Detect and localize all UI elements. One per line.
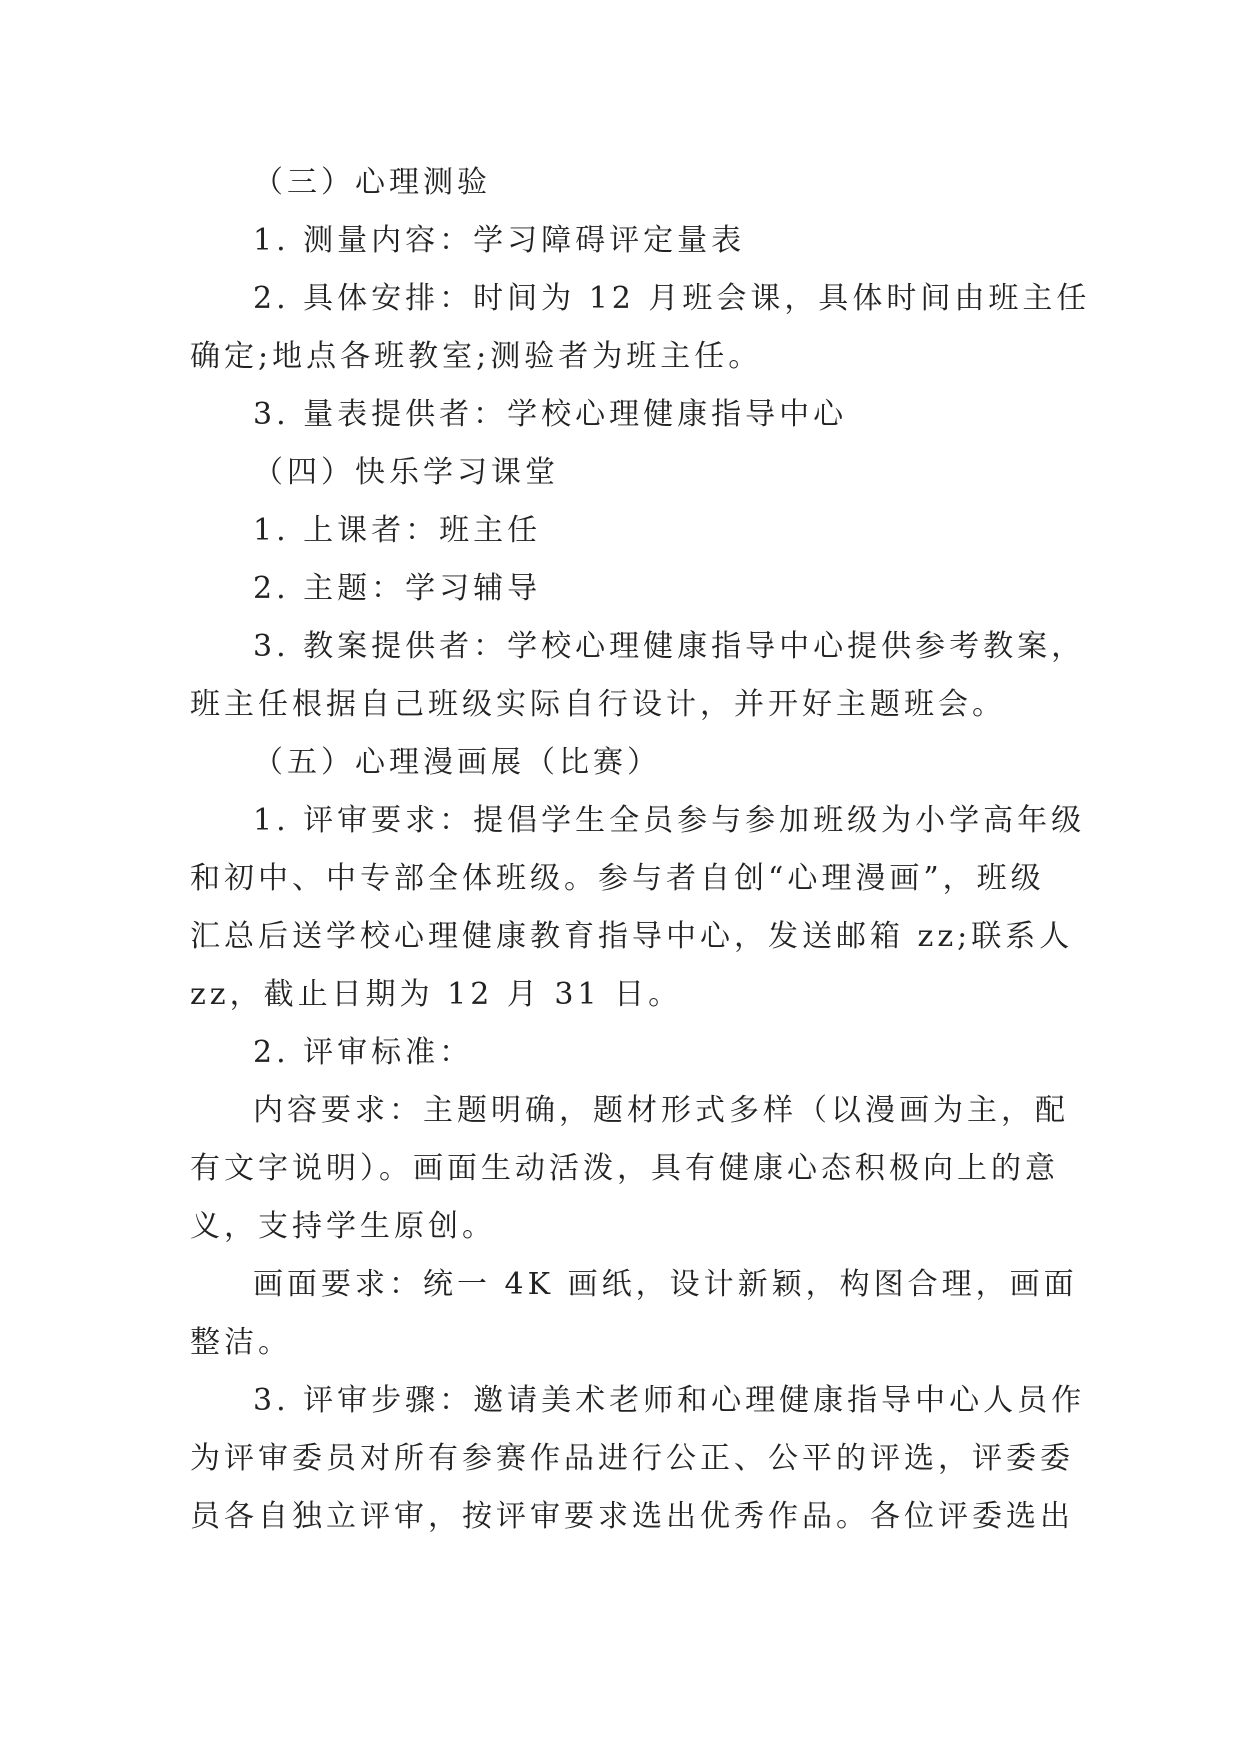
paragraph-line: 义，支持学生原创。 <box>190 1209 496 1244</box>
paragraph-line: 2. 主题：学习辅导 <box>253 571 542 606</box>
paragraph-line: 为评审委员对所有参赛作品进行公正、公平的评选，评委委 <box>190 1441 1074 1476</box>
section-heading-3: （三）心理测验 <box>253 165 491 200</box>
paragraph-line: 画面要求：统一 4K 画纸，设计新颖，构图合理，画面 <box>253 1267 1078 1302</box>
paragraph-line: 整洁。 <box>190 1325 292 1360</box>
paragraph-line: zz，截止日期为 12 月 31 日。 <box>190 977 683 1012</box>
paragraph-line: 内容要求：主题明确，题材形式多样（以漫画为主，配 <box>253 1093 1069 1128</box>
paragraph-line: 2. 具体安排：时间为 12 月班会课，具体时间由班主任 <box>253 281 1091 316</box>
paragraph-line: 和初中、中专部全体班级。参与者自创“心理漫画”，班级 <box>190 861 1045 896</box>
paragraph-line: 确定;地点各班教室;测验者为班主任。 <box>190 339 763 374</box>
paragraph-line: 员各自独立评审，按评审要求选出优秀作品。各位评委选出 <box>190 1499 1074 1534</box>
section-heading-5: （五）心理漫画展（比赛） <box>253 745 661 780</box>
paragraph-line: 汇总后送学校心理健康教育指导中心，发送邮箱 zz;联系人 <box>190 919 1074 954</box>
paragraph-line: 1. 测量内容：学习障碍评定量表 <box>253 223 746 258</box>
paragraph-line: 3. 评审步骤：邀请美术老师和心理健康指导中心人员作 <box>253 1383 1086 1418</box>
paragraph-line: 1. 上课者：班主任 <box>253 513 542 548</box>
paragraph-line: 2. 评审标准： <box>253 1035 474 1070</box>
paragraph-line: 3. 教案提供者：学校心理健康指导中心提供参考教案， <box>253 629 1086 664</box>
paragraph-line: 3. 量表提供者：学校心理健康指导中心 <box>253 397 848 432</box>
section-heading-4: （四）快乐学习课堂 <box>253 455 559 490</box>
paragraph-line: 1. 评审要求：提倡学生全员参与参加班级为小学高年级 <box>253 803 1086 838</box>
paragraph-line: 班主任根据自己班级实际自行设计，并开好主题班会。 <box>190 687 1006 722</box>
paragraph-line: 有文字说明）。画面生动活泼，具有健康心态积极向上的意 <box>190 1151 1059 1186</box>
